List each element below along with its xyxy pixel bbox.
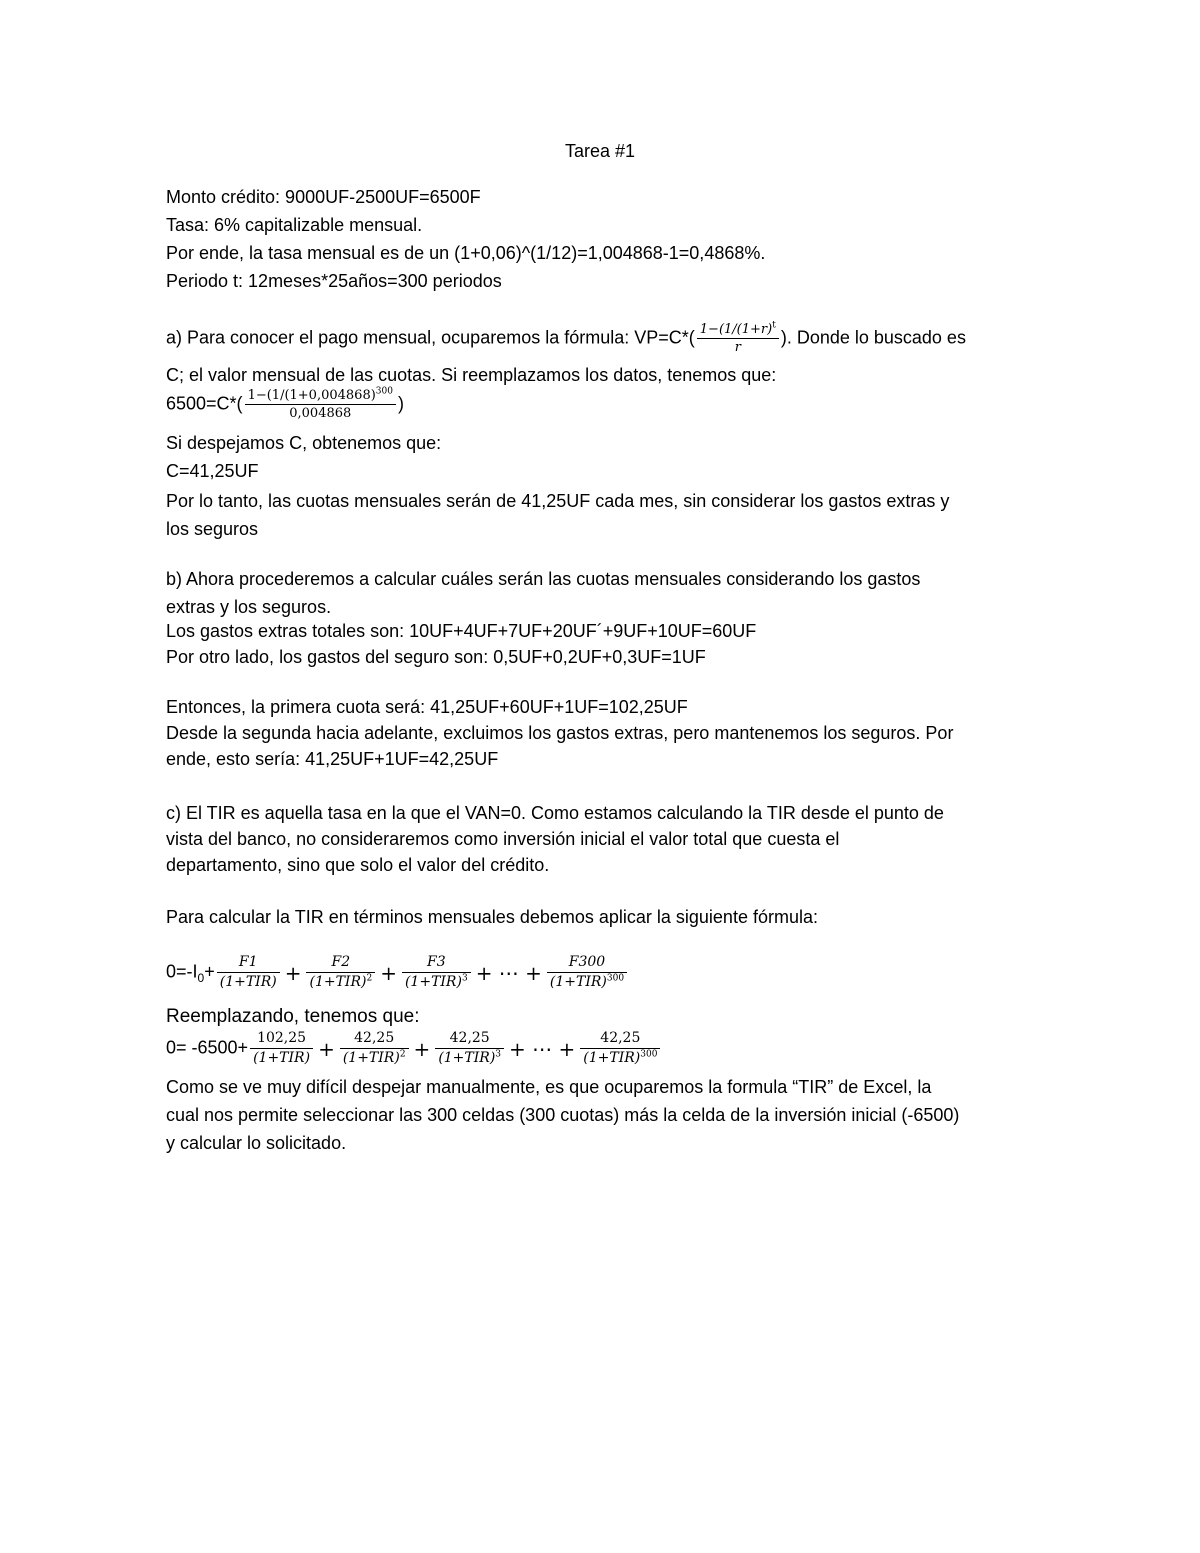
section-b-line-1: b) Ahora procederemos a calcular cuáles serán las cuotas mensuales considerando los gastos [166,569,921,589]
section-c-line-1: c) El TIR es aquella tasa en la que el VAN=0. Como estamos calculando la TIR desde el punto de [166,803,944,823]
section-b-line-3: Los gastos extras totales son: 10UF+4UF+7UF+20UF´+9UF+10UF=60UF [166,621,757,641]
section-b-line-6: Desde la segunda hacia adelante, excluimos los gastos extras, pero mantenemos los seguros. Por [166,723,954,743]
section-b-line-7: ende, esto sería: 41,25UF+1UF=42,25UF [166,749,499,769]
equation-fraction-numerator: $1-(1/(1+0,004868)^{300}$ [245,388,396,405]
tir-eq1-prefix: 0=-I [166,961,198,982]
section-c-line-8: y calcular lo solicitado. [166,1133,347,1153]
section-a-line-4: Si despejamos C, obtenemos que: [166,433,442,453]
tir-replaced-equation: 0= -6500+ $\frac{102,25}{\text{(1+TIR)}}$ + $\frac{42,25}{(1+TIR)^2}$ + $\frac{42,25}{(1+TIR)^3}$ + ⋯ + $\frac{42,25}{(1+TIR)^{300}}$ [166,1030,662,1067]
section-a-text-pre: a) Para conocer el pago mensual, ocuparemos la fórmula: VP=C*( [166,327,695,348]
tir-eq1-term-1: $\frac{F1}{\text{(1+TIR)}}$ [217,954,280,991]
section-c-line-7: cual nos permite seleccionar las 300 celdas (300 cuotas) más la celda de la inversión inicial (-6500) [166,1105,960,1125]
section-b-line-4: Por otro lado, los gastos del seguro son: 0,5UF+0,2UF+0,3UF=1UF [166,647,706,667]
tir-eq2-term-1: $\frac{102,25}{\text{(1+TIR)}}$ [250,1030,313,1067]
tir-eq1-subscript: 0 [197,970,205,985]
section-c-line-4: Para calcular la TIR en términos mensuales debemos aplicar la siguiente fórmula: [166,907,818,927]
section-a-equation [166,388,404,421]
section-c-line-2: vista del banco, no consideraremos como inversión inicial el valor total que cuesta el [166,829,840,849]
tir-eq1-plus: + [204,961,215,982]
section-c-line-6: Como se ve muy difícil despejar manualmente, es que ocuparemos la formula “TIR” de Excel, la [166,1077,932,1097]
vp-fraction-denominator: r [734,340,741,355]
tir-eq2-ellipsis: + ⋯ + [509,1036,576,1061]
section-a-text-post: ). Donde lo buscado es [780,327,966,348]
tir-eq2-prefix: 0= -6500+ [166,1037,249,1058]
section-a-line-2: C; el valor mensual de las cuotas. Si reemplazamos los datos, tenemos que: [166,365,777,385]
section-a-line-6: Por lo tanto, las cuotas mensuales serán de 41,25UF cada mes, sin considerar los gastos extras y [166,491,950,511]
section-c-replacing: Reemplazando, tenemos que: [166,1006,420,1027]
vp-fraction [697,322,779,355]
period-line: Periodo t: 12meses*25años=300 periodos [166,271,502,291]
tir-eq1-term-2: $\frac{F2}{(1+TIR)^2}$ [306,954,375,991]
equation-prefix: 6500=C*( [166,393,243,414]
tir-eq2-term-300: $\frac{42,25}{(1+TIR)^{300}}$ [580,1030,660,1067]
section-b-line-5: Entonces, la primera cuota será: 41,25UF+60UF+1UF=102,25UF [166,697,688,717]
section-b-line-2: extras y los seguros. [166,597,332,617]
equation-fraction-denominator: 0,004868 [289,406,352,421]
tir-eq2-term-3: $\frac{42,25}{(1+TIR)^3}$ [435,1030,504,1067]
section-c-line-3: departamento, sino que solo el valor del crédito. [166,855,550,875]
credit-amount-line: Monto crédito: 9000UF-2500UF=6500F [166,187,481,207]
equation-fraction [245,388,396,421]
section-a-formula-line [166,322,966,355]
tir-eq1-term-300: $\frac{F300}{(1+TIR)^{300}}$ [547,954,627,991]
tir-general-equation: $0=-I_0+$ $\frac{F1}{\text{(1+TIR)}}$ + $\frac{F2}{(1+TIR)^2}$ + $\frac{F3}{(1+TIR)^3}$ + ⋯ + $\frac{F300}{(1+TIR)^{300}}$ [166,954,629,991]
tir-eq2-term-2: $\frac{42,25}{(1+TIR)^2}$ [340,1030,409,1067]
page-title: Tarea #1 [564,141,636,161]
equation-suffix: ) [397,393,404,414]
rate-line: Tasa: 6% capitalizable mensual. [166,215,423,235]
monthly-rate-line: Por ende, la tasa mensual es de un (1+0,06)^(1/12)=1,004868-1=0,4868%. [166,243,766,263]
tir-eq1-ellipsis: + ⋯ + [475,960,542,985]
section-a-result: C=41,25UF [166,461,259,481]
vp-fraction-numerator: $1-(1/(1+r)^t$ [697,322,779,339]
tir-eq1-term-3: $\frac{F3}{(1+TIR)^3}$ [402,954,471,991]
section-a-line-7: los seguros [166,519,259,539]
